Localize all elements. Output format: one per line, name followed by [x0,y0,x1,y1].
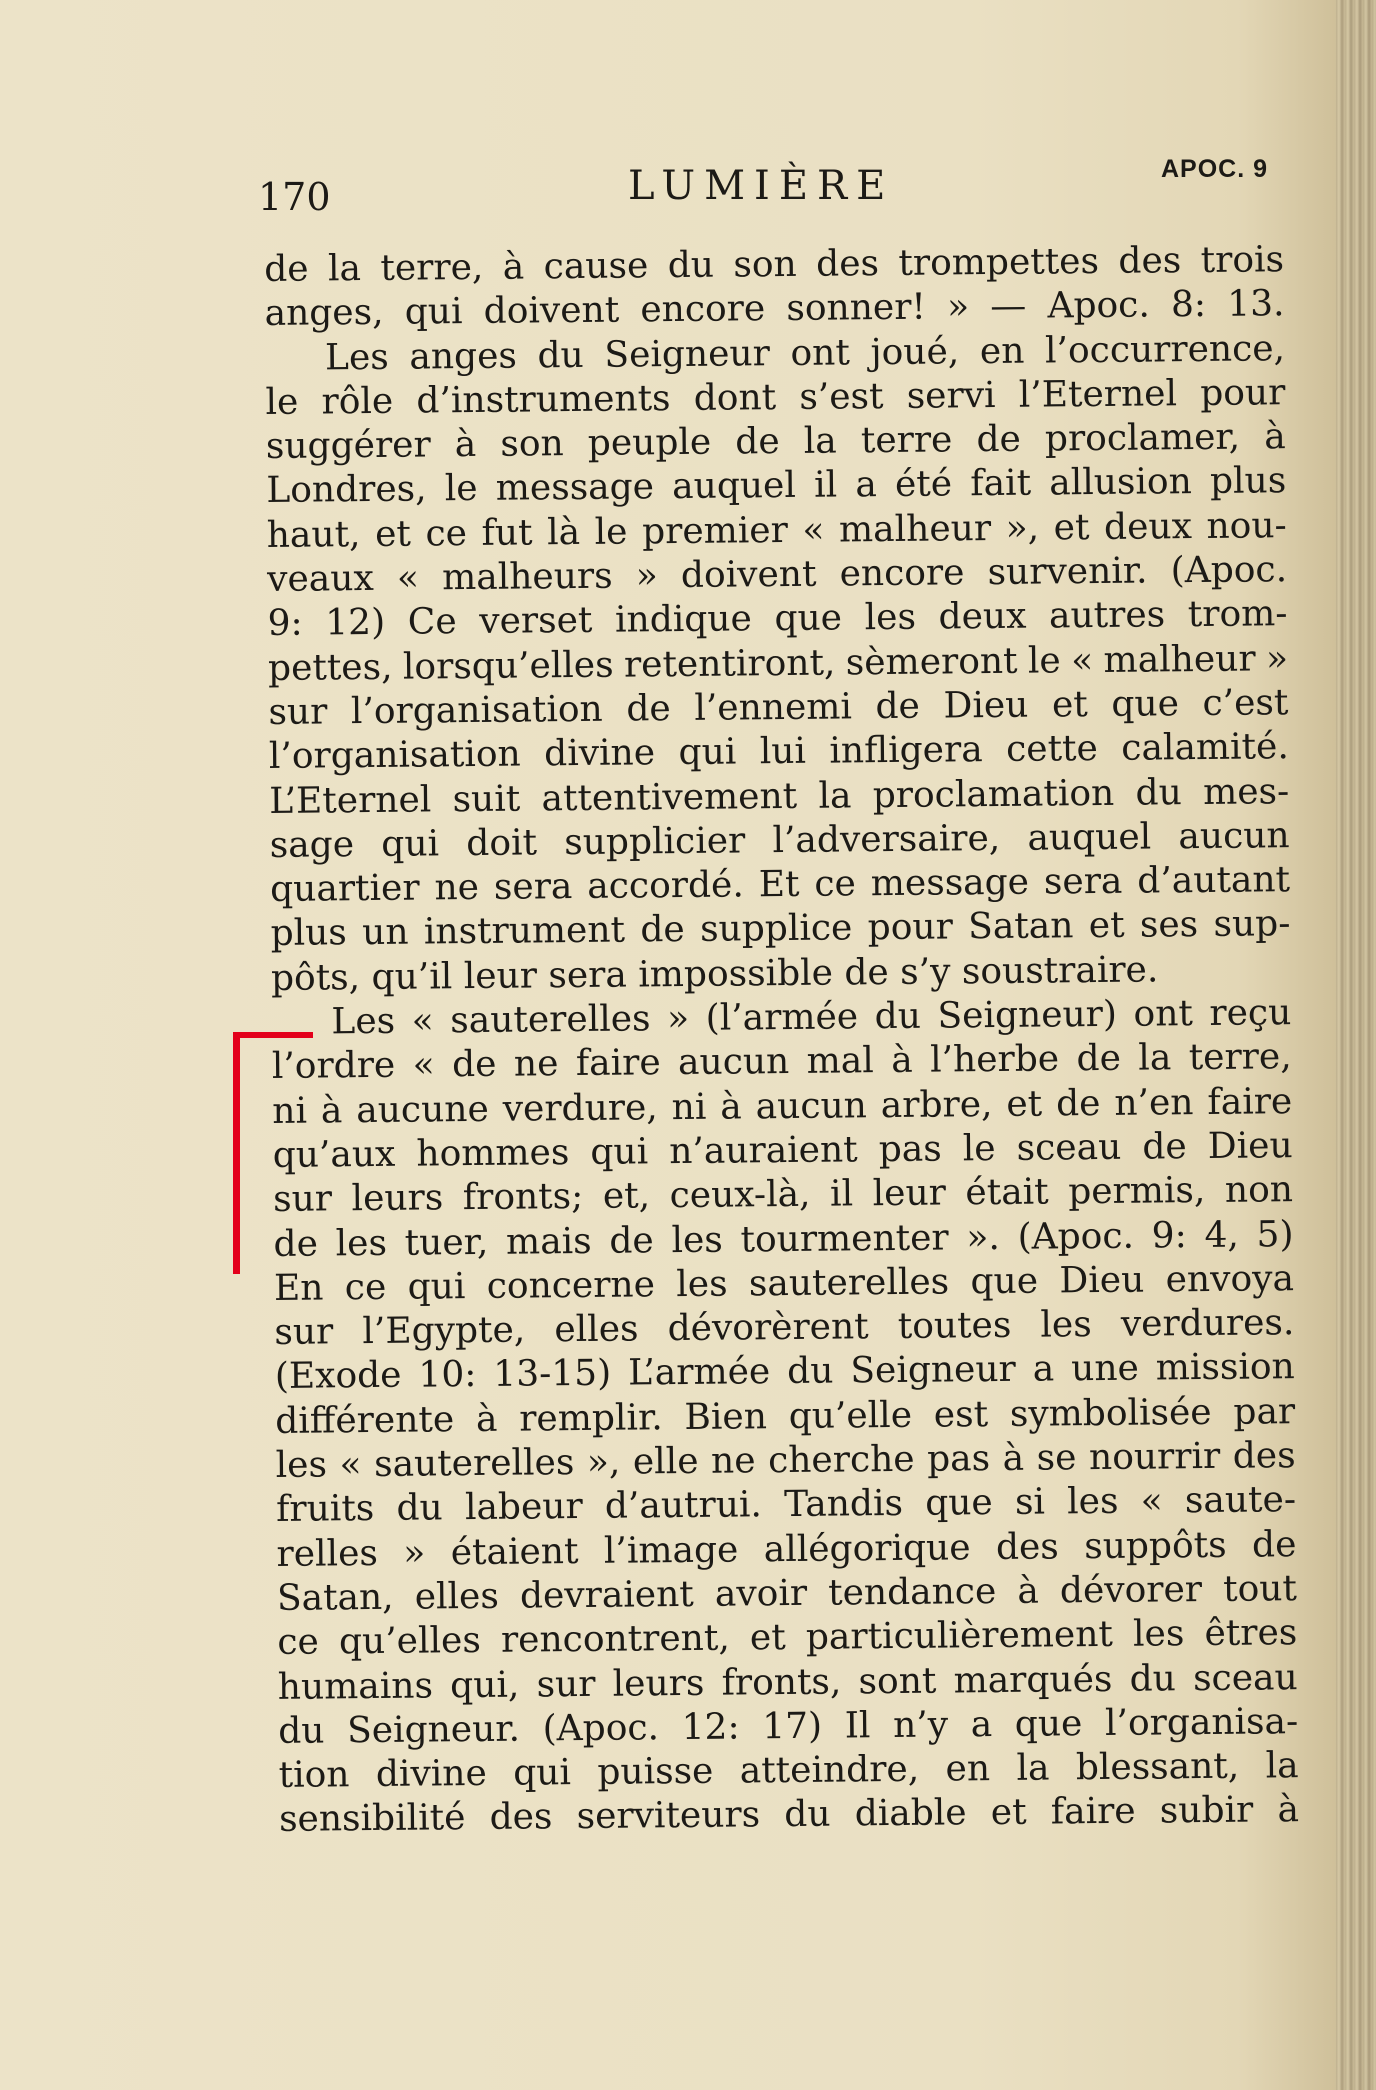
page-number: 170 [258,175,331,219]
text-line: l’organisation divine qui lui infligera cette calamité. [268,726,1289,778]
text-line: Londres, le message auquel il a été fait allusion plus [266,460,1287,512]
text-line: les « sauterelles », elle ne cherche pas à se nourrir des [275,1435,1296,1486]
text-line: relles » étaient l’image allégorique des suppôts de [276,1523,1297,1575]
text-line: tion divine qui puisse atteindre, en la blessant, la [278,1745,1299,1797]
text-line: fruits du labeur d’autrui. Tandis que si les « saute- [275,1479,1297,1531]
text-line: haut, et ce fut là le premier « malheur », et deux nou- [266,504,1287,556]
text-line: humains qui, sur leurs fronts, sont marqués du sceau [277,1656,1298,1708]
text-line: pôts, qu’il leur sera impossible de s’y soustraire. [270,949,1159,999]
text-line: En ce qui concerne les sauterelles que Dieu envoya [273,1257,1295,1309]
text-line: veaux « malheurs » doivent encore survenir. (Apoc. [266,549,1288,601]
page-header [258,155,1268,225]
text-line: sur l’Egypte, elles dévorèrent toutes les verdures. [274,1302,1295,1354]
page-edge [1336,0,1376,2090]
text-line: L’Eternel suit attentivement la proclamation du mes- [269,770,1290,822]
text-line: le rôle d’instruments dont s’est servi l’Eternel pour [265,372,1286,423]
body-text [264,238,1299,1842]
text-line: Les « sauterelles » (l’armée du Seigneur) ont reçu [331,992,1292,1043]
text-line: quartier ne sera accordé. Et ce message sera d’autant [269,859,1291,911]
text-line: plus un instrument de supplice pour Satan et ses sup- [270,903,1291,955]
text-line: pettes, lorsqu’elles retentiront, sèmeront le « malheur » [267,637,1289,689]
text-line: Satan, elles devraient avoir tendance à dévorer tout [276,1568,1298,1619]
text-line: du Seigneur. (Apoc. 12: 17) Il n’y a que l’organisa- [278,1700,1299,1752]
text-line: sur leurs fronts; et, ceux-là, il leur était permis, non [272,1169,1294,1221]
text-line: ni à aucune verdure, ni à aucun arbre, et de n’en faire [272,1080,1293,1132]
text-line: sensibilité des serviteurs du diable et faire subir à [278,1789,1300,1841]
text-line: l’ordre « de ne faire aucun mal à l’herbe de la terre, [271,1036,1292,1088]
running-title: LUMIÈRE [628,163,895,209]
text-line: 9: 12) Ce verset indique que les deux autres trom- [267,593,1288,645]
text-line: (Exode 10: 13-15) L’armée du Seigneur a une mission [274,1346,1295,1398]
chapter-reference: APOC. 9 [1160,155,1268,183]
text-line: sur l’organisation de l’ennemi de Dieu et que c’est [268,682,1289,733]
text-line: différente à remplir. Bien qu’elle est symbolisée par [275,1390,1296,1442]
text-line: de les tuer, mais de les tourmenter ». (Apoc. 9: 4, 5) [273,1213,1294,1265]
text-line: ce qu’elles rencontrent, et particulièrement les êtres [277,1612,1298,1664]
text-line: sage qui doit supplicier l’adversaire, auquel aucun [269,815,1290,866]
text-line: de la terre, à cause du son des trompettes des trois [264,239,1285,290]
text-line: qu’aux hommes qui n’auraient pas le sceau de Dieu [272,1125,1293,1176]
text-line: anges, qui doivent encore sonner! » — Apoc. 8: 13. [264,283,1285,335]
text-line: suggérer à son peuple de la terre de proclamer, à [265,416,1286,468]
text-line: Les anges du Seigneur ont joué, en l’occurrence, [324,327,1286,379]
